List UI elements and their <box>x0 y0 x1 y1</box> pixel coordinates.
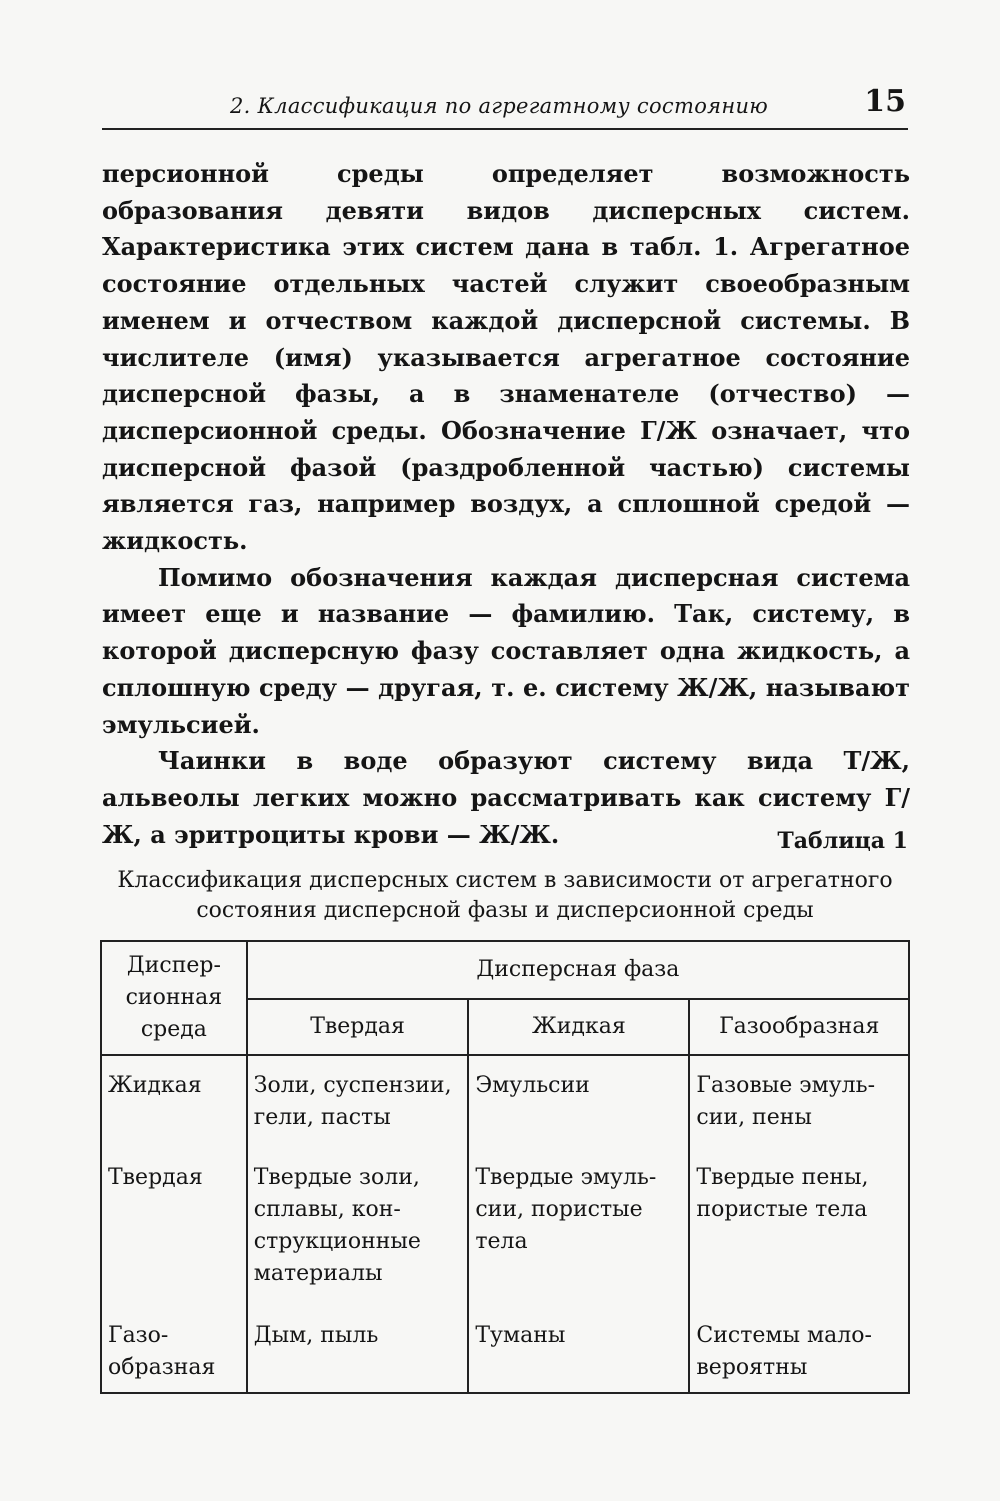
phase-column-gas: Газообразная <box>689 999 909 1055</box>
table-cell: Дым, пыль <box>247 1298 469 1393</box>
table-cell: Системы маловероятны <box>689 1298 909 1393</box>
row-medium: Жидкая <box>101 1055 247 1142</box>
table-cell: Золи, суспензии, гели, пасты <box>247 1055 469 1142</box>
running-title: 2. Классификация по агрегатному состоянию <box>230 94 769 118</box>
table-cell: Твердые пены, пористые тела <box>689 1142 909 1298</box>
table-cell: Газовые эмульсии, пены <box>689 1055 909 1142</box>
table-row <box>101 1298 909 1393</box>
phase-column-liquid: Жидкая <box>468 999 689 1055</box>
medium-header: Диспер- сионная среда <box>101 941 247 1055</box>
row-medium: Газо- образная <box>101 1298 247 1393</box>
classification-table <box>100 940 910 1394</box>
table-label: Таблица 1 <box>777 828 908 854</box>
table-cell: Твердые эмульсии, пористые тела <box>468 1142 689 1298</box>
paragraph-2: Помимо обозначения каждая дисперсная система имеет еще и название — фамилию. Так, систему, в которой дисперсную фазу составляет одна жидкость, а сплошную среду — другая, т. е. систему Ж/Ж, называют эмульсией. <box>102 562 910 739</box>
table-cell: Эмульсии <box>468 1055 689 1142</box>
running-header <box>102 82 908 130</box>
classification-table-wrapper <box>100 940 910 1394</box>
paragraph-1: персионной среды определяет возможность образования девяти видов дисперсных систем. Характеристика этих систем дана в табл. 1. Агрегатное состояние отдельных частей служит своеобразным именем и отчеством каждой дисперсной системы. В числителе (имя) указывается агрегатное состояние дисперсной фазы, а в знаменателе (отчество) — дисперсионной среды. Обозначение Г/Ж означает, что дисперсной фазой (раздробленной частью) системы является газ, например воздух, а сплошной средой — жидкость. <box>102 159 910 556</box>
table-cell: Туманы <box>468 1298 689 1393</box>
body-text <box>102 156 910 853</box>
table-title: Классификация дисперсных систем в зависимости от агрегатного состояния дисперсной фазы и дисперсионной среды <box>117 868 893 923</box>
paragraph-3: Чаинки в воде образуют систему вида Т/Ж, альвеолы легких можно рассматривать как систему Г/Ж, а эритроциты крови — Ж/Ж. <box>102 746 910 849</box>
page-number: 15 <box>864 84 906 119</box>
phase-column-solid: Твердая <box>247 999 469 1055</box>
phase-header: Дисперсная фаза <box>247 941 909 999</box>
table-row <box>101 1142 909 1298</box>
table-row <box>101 1055 909 1142</box>
table-cell: Твердые золи, сплавы, конструкционные материалы <box>247 1142 469 1298</box>
row-medium: Твердая <box>101 1142 247 1298</box>
